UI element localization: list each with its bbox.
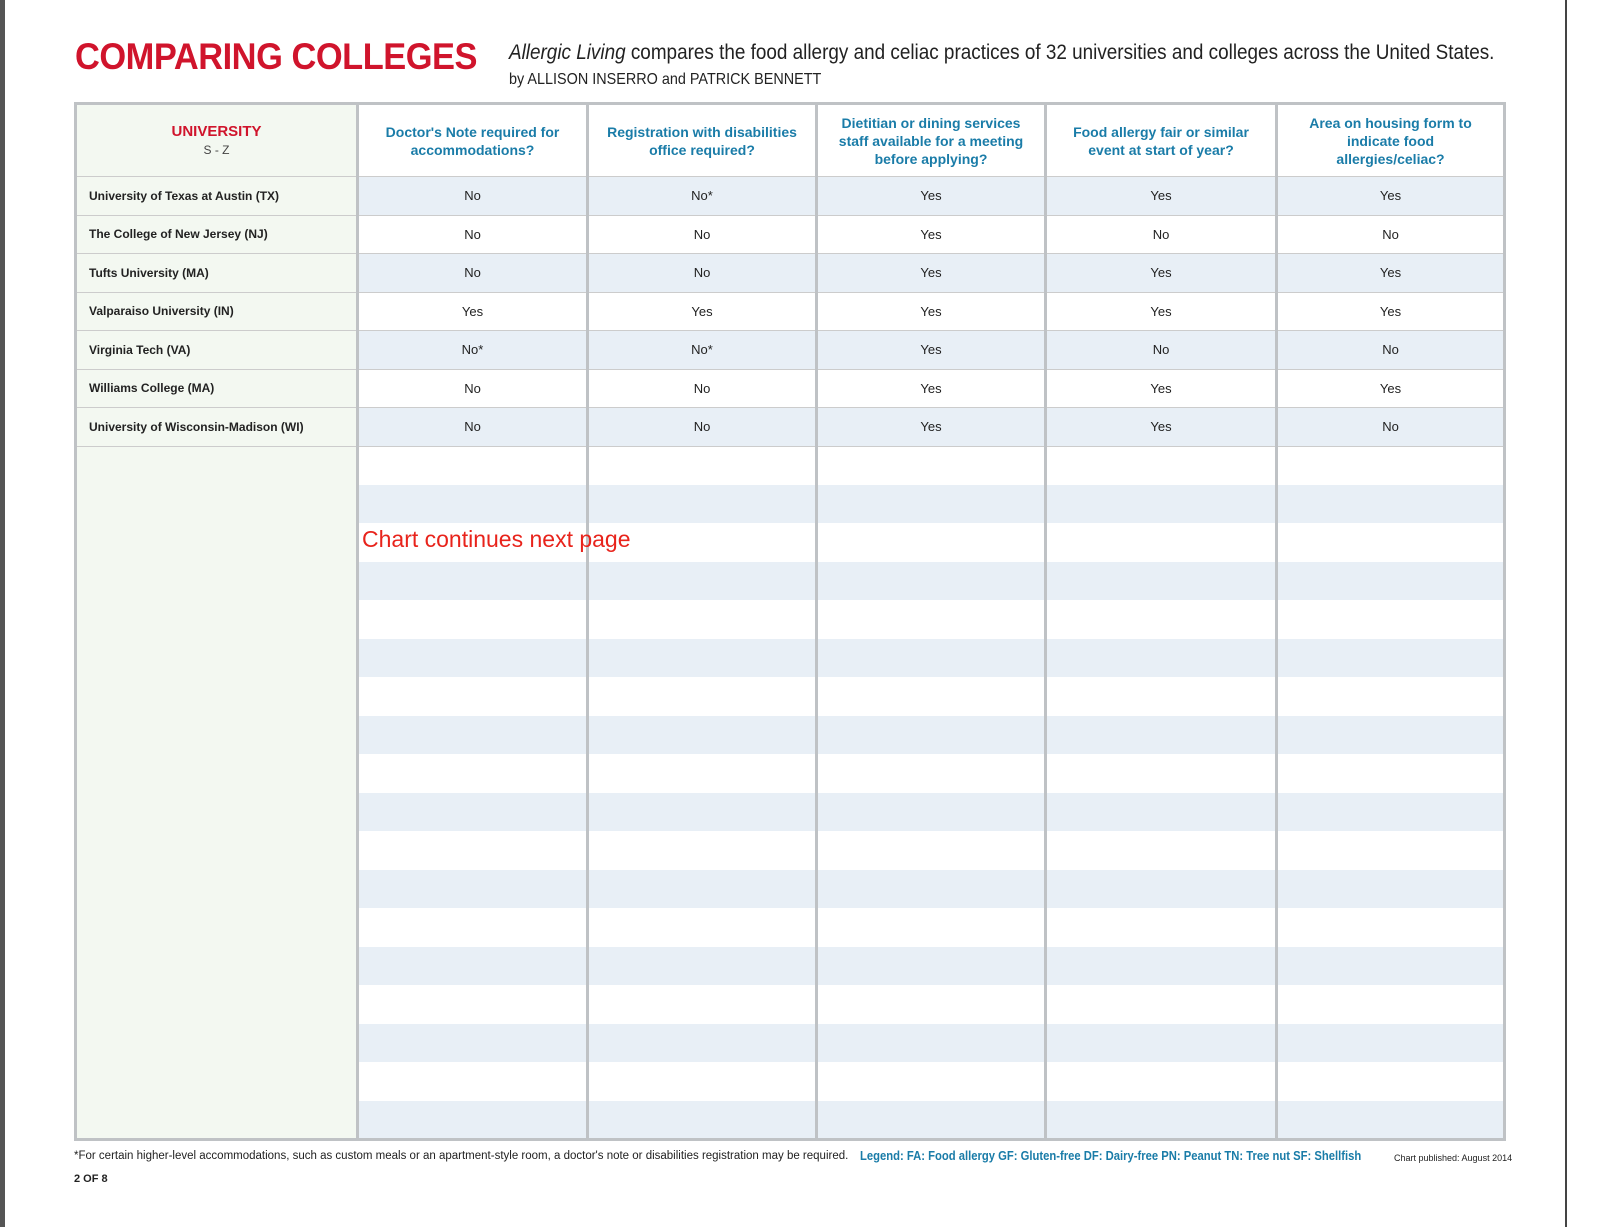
- empty-row: [76, 600, 1505, 639]
- empty-cell: [1046, 1024, 1277, 1063]
- empty-row: [76, 485, 1505, 524]
- empty-cell: [588, 754, 817, 793]
- empty-cell: [76, 639, 358, 678]
- empty-cell: [1277, 985, 1505, 1024]
- publish-date: Chart published: August 2014: [1394, 1153, 1513, 1163]
- cell-value: No: [588, 408, 817, 447]
- empty-cell: [76, 985, 358, 1024]
- empty-cell: [1046, 523, 1277, 562]
- column-header: Registration with disabilities office required?: [588, 104, 817, 177]
- empty-cell: [76, 1101, 358, 1140]
- empty-cell: [1046, 600, 1277, 639]
- empty-cell: [1277, 1024, 1505, 1063]
- byline: by ALLISON INSERRO and PATRICK BENNETT: [509, 71, 822, 88]
- cell-value: Yes: [1277, 292, 1505, 331]
- subtitle: [509, 41, 1494, 65]
- empty-row: [76, 908, 1505, 947]
- empty-cell: [817, 1024, 1046, 1063]
- university-name: The College of New Jersey (NJ): [76, 215, 358, 254]
- empty-cell: [588, 831, 817, 870]
- empty-row: [76, 446, 1505, 485]
- empty-cell: [1277, 677, 1505, 716]
- empty-cell: [76, 793, 358, 832]
- cell-value: No: [358, 177, 588, 216]
- empty-row: [76, 793, 1505, 832]
- empty-cell: [358, 754, 588, 793]
- empty-cell: [1277, 639, 1505, 678]
- empty-cell: [1277, 716, 1505, 755]
- empty-cell: [588, 1024, 817, 1063]
- cell-value: Yes: [1046, 254, 1277, 293]
- cell-value: Yes: [817, 408, 1046, 447]
- empty-cell: [1277, 600, 1505, 639]
- cell-value: No*: [588, 331, 817, 370]
- cell-value: No: [358, 254, 588, 293]
- cell-value: No: [1046, 215, 1277, 254]
- empty-cell: [817, 562, 1046, 601]
- empty-cell: [1046, 793, 1277, 832]
- empty-cell: [817, 600, 1046, 639]
- empty-cell: [76, 600, 358, 639]
- empty-row: [76, 870, 1505, 909]
- cell-value: No: [1277, 331, 1505, 370]
- empty-cell: [1277, 947, 1505, 986]
- cell-value: No: [358, 369, 588, 408]
- empty-cell: [358, 677, 588, 716]
- cell-value: Yes: [1046, 408, 1277, 447]
- university-name: Williams College (MA): [76, 369, 358, 408]
- empty-cell: [358, 446, 588, 485]
- empty-cell: [358, 831, 588, 870]
- empty-cell: [76, 446, 358, 485]
- empty-cell: [358, 793, 588, 832]
- empty-cell: [358, 639, 588, 678]
- empty-cell: [76, 1062, 358, 1101]
- cell-value: No: [1046, 331, 1277, 370]
- empty-cell: [588, 600, 817, 639]
- empty-cell: [817, 446, 1046, 485]
- column-header: Dietitian or dining services staff available for a meeting before applying?: [817, 104, 1046, 177]
- university-name: Tufts University (MA): [76, 254, 358, 293]
- empty-cell: [817, 908, 1046, 947]
- empty-cell: [76, 716, 358, 755]
- empty-cell: [817, 677, 1046, 716]
- table-row: [76, 331, 1505, 370]
- empty-cell: [76, 831, 358, 870]
- empty-cell: [76, 485, 358, 524]
- column-header: Food allergy fair or similar event at start of year?: [1046, 104, 1277, 177]
- empty-cell: [588, 677, 817, 716]
- cell-value: No: [588, 215, 817, 254]
- empty-cell: [1277, 446, 1505, 485]
- empty-cell: [1046, 831, 1277, 870]
- table-row: [76, 408, 1505, 447]
- cell-value: No*: [588, 177, 817, 216]
- cell-value: Yes: [1277, 369, 1505, 408]
- empty-cell: [1277, 1062, 1505, 1101]
- cell-value: Yes: [1046, 177, 1277, 216]
- empty-cell: [1046, 716, 1277, 755]
- empty-cell: [588, 562, 817, 601]
- empty-row: [76, 1062, 1505, 1101]
- empty-row: [76, 1024, 1505, 1063]
- empty-cell: [588, 716, 817, 755]
- empty-cell: [817, 831, 1046, 870]
- empty-cell: [358, 600, 588, 639]
- university-name: Virginia Tech (VA): [76, 331, 358, 370]
- empty-cell: [1046, 485, 1277, 524]
- cell-value: No: [588, 369, 817, 408]
- cell-value: Yes: [588, 292, 817, 331]
- cell-value: No: [1277, 215, 1505, 254]
- empty-cell: [76, 562, 358, 601]
- column-header: Area on housing form to indicate food allergies/celiac?: [1277, 104, 1505, 177]
- empty-cell: [588, 793, 817, 832]
- cell-value: Yes: [817, 254, 1046, 293]
- empty-cell: [1046, 677, 1277, 716]
- university-name: Valparaiso University (IN): [76, 292, 358, 331]
- empty-cell: [1277, 754, 1505, 793]
- empty-row: [76, 677, 1505, 716]
- empty-cell: [1046, 947, 1277, 986]
- empty-cell: [1046, 870, 1277, 909]
- empty-cell: [817, 947, 1046, 986]
- cell-value: Yes: [817, 215, 1046, 254]
- subtitle-text: compares the food allergy and celiac practices of 32 universities and colleges across the United States.: [625, 41, 1495, 64]
- empty-cell: [588, 908, 817, 947]
- cell-value: Yes: [1277, 177, 1505, 216]
- empty-row: [76, 523, 1505, 562]
- empty-cell: [1046, 562, 1277, 601]
- empty-cell: [1046, 985, 1277, 1024]
- empty-cell: [358, 485, 588, 524]
- empty-row: [76, 716, 1505, 755]
- empty-cell: [76, 947, 358, 986]
- empty-cell: [588, 1101, 817, 1140]
- column-header: Doctor's Note required for accommodations?: [358, 104, 588, 177]
- empty-cell: [588, 485, 817, 524]
- table-row: [76, 254, 1505, 293]
- empty-row: [76, 639, 1505, 678]
- empty-cell: [1277, 793, 1505, 832]
- empty-cell: [76, 908, 358, 947]
- table-row: [76, 292, 1505, 331]
- cell-value: Yes: [1277, 254, 1505, 293]
- cell-value: Yes: [1046, 292, 1277, 331]
- empty-cell: [817, 485, 1046, 524]
- empty-cell: [1046, 1062, 1277, 1101]
- empty-cell: [358, 1062, 588, 1101]
- footnote: *For certain higher-level accommodations, such as custom meals or an apartment-style room, a doctor's note or disabilities registration may be required.: [74, 1150, 849, 1162]
- empty-cell: [1277, 908, 1505, 947]
- empty-row: [76, 831, 1505, 870]
- empty-cell: [1046, 908, 1277, 947]
- empty-cell: [817, 870, 1046, 909]
- table-row: [76, 369, 1505, 408]
- empty-row: [76, 947, 1505, 986]
- empty-cell: [358, 985, 588, 1024]
- empty-row: [76, 985, 1505, 1024]
- cell-value: Yes: [817, 177, 1046, 216]
- empty-cell: [588, 985, 817, 1024]
- empty-cell: [817, 754, 1046, 793]
- empty-cell: [76, 677, 358, 716]
- empty-cell: [358, 947, 588, 986]
- empty-cell: [817, 1062, 1046, 1101]
- cell-value: No: [358, 408, 588, 447]
- cell-value: Yes: [1046, 369, 1277, 408]
- empty-cell: [817, 793, 1046, 832]
- university-name: University of Wisconsin-Madison (WI): [76, 408, 358, 447]
- window-edge: [1565, 0, 1567, 1227]
- empty-cell: [358, 908, 588, 947]
- empty-row: [76, 562, 1505, 601]
- empty-cell: [358, 870, 588, 909]
- empty-cell: [358, 1101, 588, 1140]
- empty-cell: [76, 754, 358, 793]
- empty-cell: [817, 639, 1046, 678]
- empty-cell: [588, 1062, 817, 1101]
- empty-cell: [1277, 485, 1505, 524]
- empty-cell: [76, 523, 358, 562]
- cell-value: No: [588, 254, 817, 293]
- legend: Legend: FA: Food allergy GF: Gluten-free DF: Dairy-free PN: Peanut TN: Tree nut SF: Shellfish: [860, 1149, 1362, 1163]
- table-row: [76, 215, 1505, 254]
- empty-cell: [1277, 523, 1505, 562]
- empty-cell: [588, 639, 817, 678]
- empty-cell: [358, 1024, 588, 1063]
- page-title: COMPARING COLLEGES: [75, 36, 478, 77]
- cell-value: No: [1277, 408, 1505, 447]
- empty-cell: [1046, 754, 1277, 793]
- empty-cell: [1277, 870, 1505, 909]
- page-number: 2 OF 8: [74, 1173, 108, 1185]
- empty-cell: [1277, 831, 1505, 870]
- empty-cell: [588, 870, 817, 909]
- empty-cell: [817, 1101, 1046, 1140]
- comparison-table: [74, 102, 1506, 1141]
- cell-value: Yes: [817, 292, 1046, 331]
- university-column-header: [76, 104, 358, 177]
- cell-value: Yes: [817, 331, 1046, 370]
- empty-cell: [817, 716, 1046, 755]
- window-edge: [0, 0, 5, 1227]
- empty-cell: [1046, 1101, 1277, 1140]
- empty-cell: [76, 1024, 358, 1063]
- cell-value: No*: [358, 331, 588, 370]
- empty-cell: [1277, 562, 1505, 601]
- empty-cell: [1046, 446, 1277, 485]
- empty-cell: [588, 947, 817, 986]
- empty-cell: [817, 985, 1046, 1024]
- empty-cell: [1046, 639, 1277, 678]
- cell-value: Yes: [817, 369, 1046, 408]
- cell-value: Yes: [358, 292, 588, 331]
- table-row: [76, 177, 1505, 216]
- empty-cell: [1277, 1101, 1505, 1140]
- publication-name: Allergic Living: [509, 41, 626, 64]
- empty-cell: [76, 870, 358, 909]
- empty-cell: [358, 716, 588, 755]
- empty-cell: [817, 523, 1046, 562]
- empty-row: [76, 1101, 1505, 1140]
- range-label: S - Z: [203, 142, 230, 157]
- university-name: University of Texas at Austin (TX): [76, 177, 358, 216]
- university-header-label: UNIVERSITY: [171, 122, 262, 140]
- continues-note: Chart continues next page: [362, 526, 631, 552]
- empty-cell: [358, 562, 588, 601]
- empty-cell: [588, 446, 817, 485]
- empty-row: [76, 754, 1505, 793]
- cell-value: No: [358, 215, 588, 254]
